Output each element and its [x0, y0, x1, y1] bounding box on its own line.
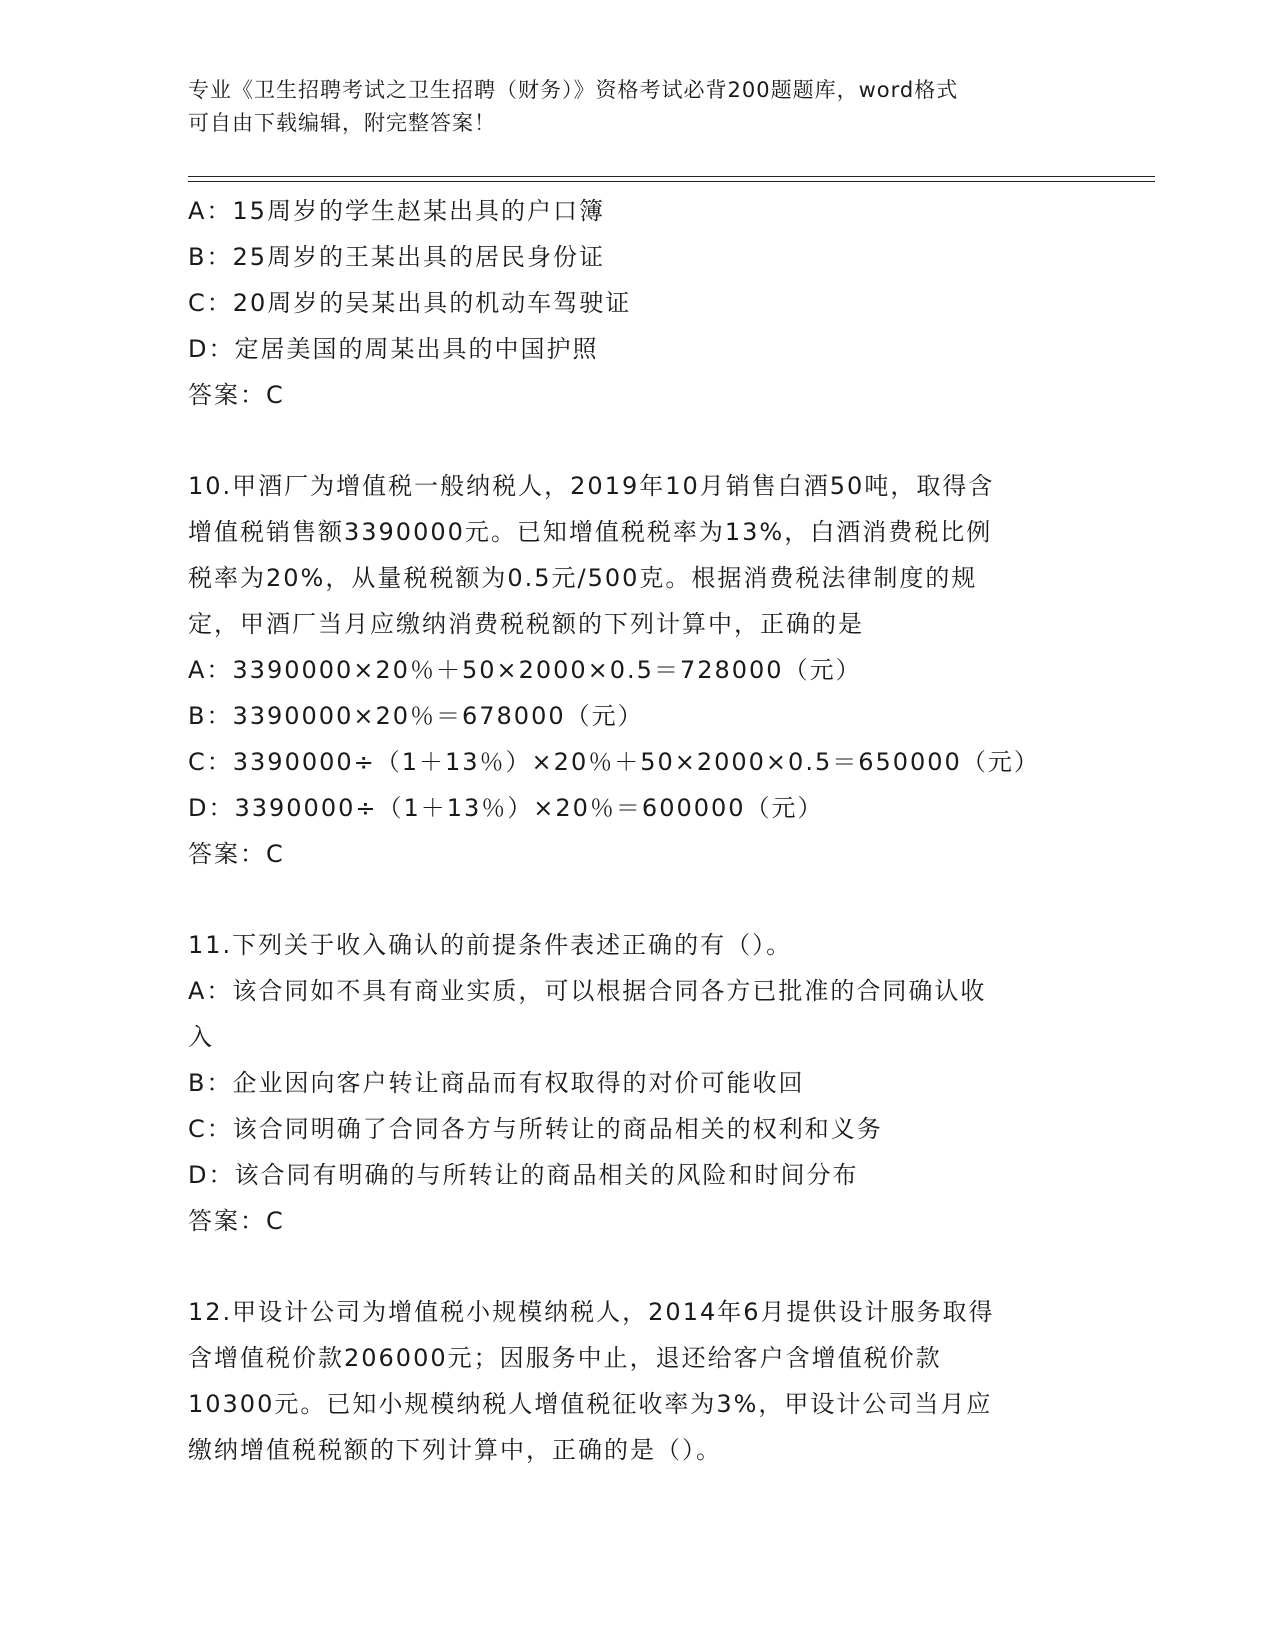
answer: 答案：C	[188, 381, 285, 409]
question-11	[188, 922, 1088, 1244]
question-stem-line: 10.甲酒厂为增值税一般纳税人，2019年10月销售白酒50吨，取得含	[188, 472, 995, 500]
question-10	[188, 463, 1088, 877]
answer: 答案：C	[188, 840, 285, 868]
question-stem-line: 缴纳增值税税额的下列计算中，正确的是（）。	[188, 1436, 722, 1464]
option-b: B：25周岁的王某出具的居民身份证	[188, 243, 606, 271]
option-a: A：15周岁的学生赵某出具的户口簿	[188, 197, 605, 225]
question-stem-line: 10300元。已知小规模纳税人增值税征收率为3%，甲设计公司当月应	[188, 1390, 993, 1418]
answer: 答案：C	[188, 1207, 285, 1235]
header-line-1: 专业《卫生招聘考试之卫生招聘（财务）》资格考试必背200题题库，word格式	[188, 78, 959, 102]
header-divider-top	[188, 176, 1155, 177]
option-c: C：该合同明确了合同各方与所转让的商品相关的权利和义务	[188, 1115, 883, 1143]
question-list	[188, 188, 1088, 1473]
option-d: D：3390000÷（1＋13％）×20％＝600000（元）	[188, 794, 824, 822]
header-line-2: 可自由下载编辑，附完整答案！	[188, 111, 496, 135]
option-c: C：20周岁的吴某出具的机动车驾驶证	[188, 289, 632, 317]
header-divider-bottom	[188, 181, 1155, 182]
question-stem-line: 12.甲设计公司为增值税小规模纳税人，2014年6月提供设计服务取得	[188, 1298, 995, 1326]
question-9	[188, 188, 1088, 418]
question-stem-line: 增值税销售额3390000元。已知增值税税率为13%，白酒消费税比例	[188, 518, 993, 546]
question-12	[188, 1289, 1088, 1473]
option-d: D：该合同有明确的与所转让的商品相关的风险和时间分布	[188, 1161, 859, 1189]
option-b: B：企业因向客户转让商品而有权取得的对价可能收回	[188, 1069, 805, 1097]
option-c: C：3390000÷（1＋13％）×20％＋50×2000×0.5＝650000（元）	[188, 748, 1040, 776]
question-stem-line: 含增值税价款206000元；因服务中止，退还给客户含增值税价款	[188, 1344, 942, 1372]
question-stem-line: 税率为20%，从量税税额为0.5元/500克。根据消费税法律制度的规	[188, 564, 978, 592]
option-a: A：3390000×20％＋50×2000×0.5＝728000（元）	[188, 656, 862, 684]
option-a-continued: 入	[188, 1023, 214, 1051]
question-stem-line: 11.下列关于收入确认的前提条件表述正确的有（）。	[188, 931, 793, 959]
question-stem-line: 定，甲酒厂当月应缴纳消费税税额的下列计算中，正确的是	[188, 610, 864, 638]
option-d: D：定居美国的周某出具的中国护照	[188, 335, 599, 363]
option-b: B：3390000×20％＝678000（元）	[188, 702, 644, 730]
option-a: A：该合同如不具有商业实质，可以根据合同各方已批准的合同确认收	[188, 977, 987, 1005]
document-header	[188, 74, 1088, 140]
